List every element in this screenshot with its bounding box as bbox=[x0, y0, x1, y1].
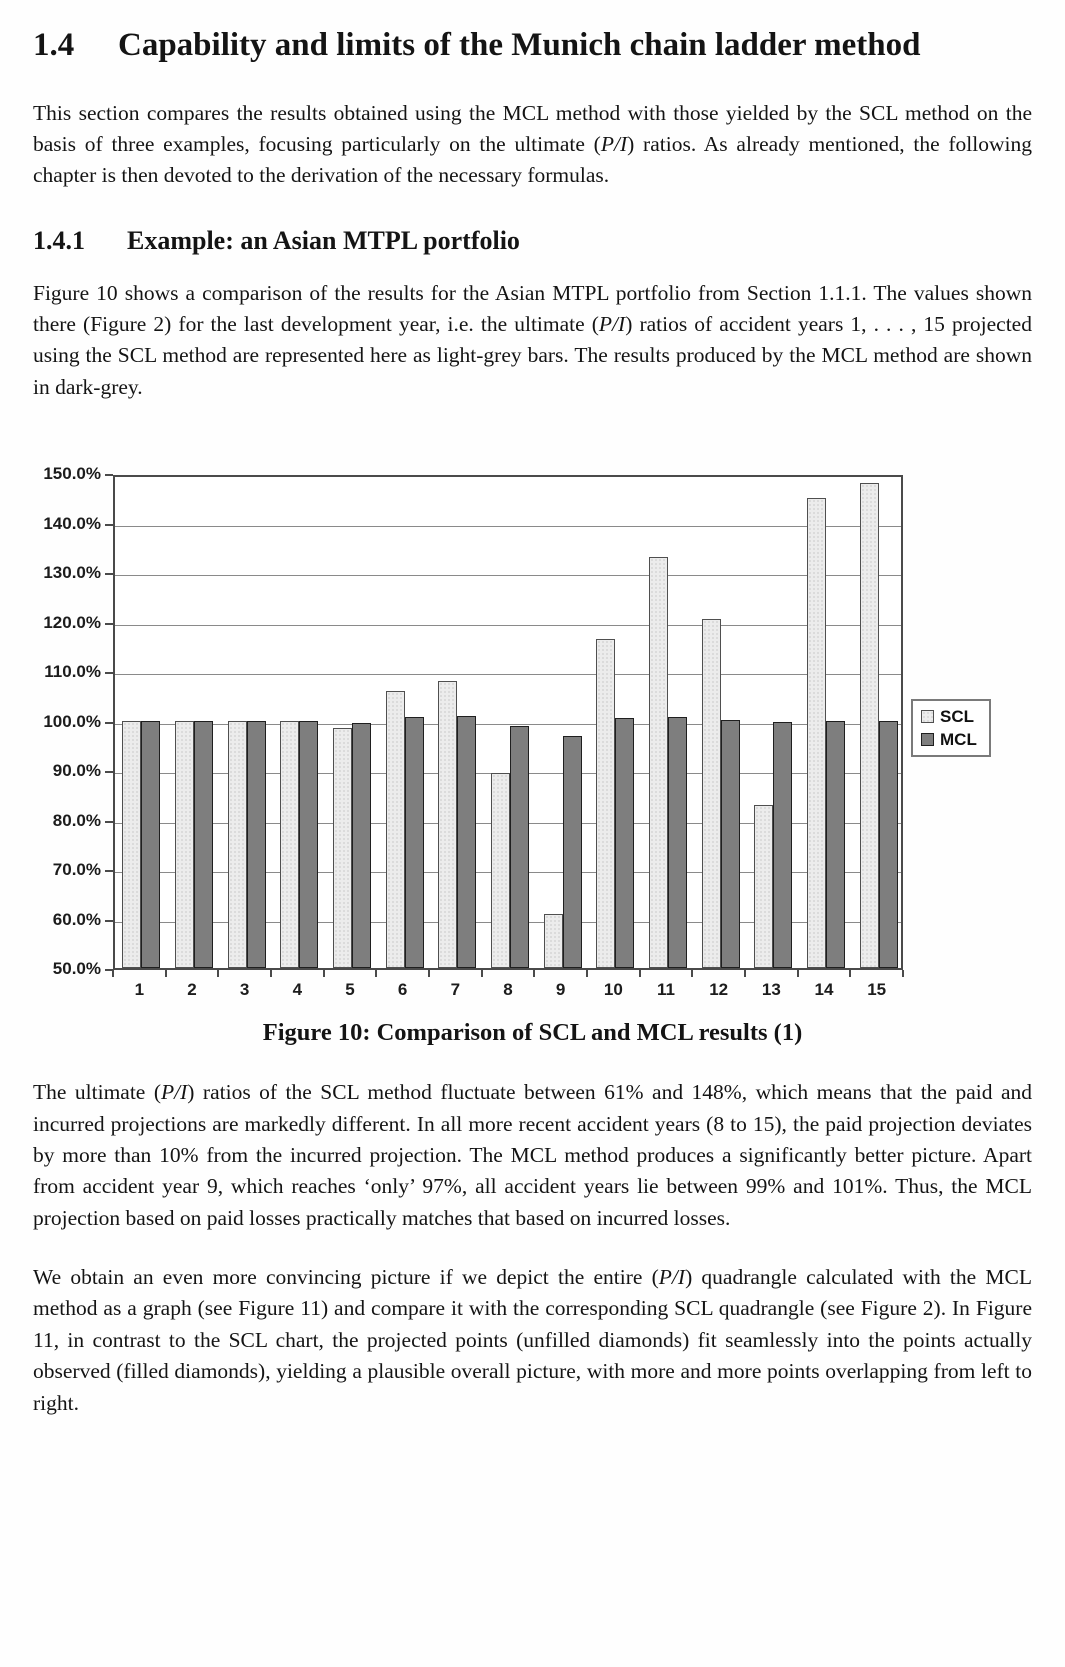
y-axis-tick-label: 70.0% bbox=[52, 860, 101, 880]
x-axis-tick-mark bbox=[165, 970, 167, 977]
x-axis-tick-mark bbox=[533, 970, 535, 977]
gridline bbox=[115, 575, 901, 576]
legend-swatch-mcl-icon bbox=[921, 733, 934, 746]
y-axis-tick-label: 50.0% bbox=[52, 959, 101, 979]
figure-caption: Figure 10: Comparison of SCL and MCL results (1) bbox=[262, 1019, 803, 1047]
math-italic-text: P/I bbox=[600, 131, 628, 156]
x-axis-tick-label: 2 bbox=[187, 980, 197, 1000]
y-axis-tick-mark bbox=[105, 920, 113, 922]
mcl-bar-year-4 bbox=[299, 721, 318, 969]
mcl-bar-year-9 bbox=[563, 736, 582, 969]
x-axis-tick-label: 15 bbox=[867, 980, 887, 1000]
x-axis-tick-mark bbox=[586, 970, 588, 977]
scl-bar-year-2 bbox=[175, 721, 194, 969]
y-axis-tick-mark bbox=[105, 821, 113, 823]
chart-plot-area bbox=[113, 475, 903, 970]
text-run: We obtain an even more convincing picture if we depict the entire ( bbox=[33, 1265, 659, 1290]
x-axis-tick-label: 13 bbox=[761, 980, 781, 1000]
text-run: ) quadrangle calculated with the MCL method as a graph (see Figure 11) and compare it with the corresponding SCL quadrangle (see Figure 2). In Figure 11, in contrast to the SCL chart, the projected points (unfilled diamonds) fit seamlessly into the points actually observed (filled diamonds), yielding a plausible overall picture, with more and more points overlapping from left to right. bbox=[33, 1265, 1033, 1415]
subsection-heading bbox=[33, 226, 1032, 256]
y-axis-tick-mark bbox=[105, 623, 113, 625]
x-axis-tick-mark bbox=[744, 970, 746, 977]
y-axis-tick-label: 90.0% bbox=[52, 761, 101, 781]
scl-bar-year-12 bbox=[702, 619, 721, 968]
mcl-bar-year-3 bbox=[247, 721, 266, 969]
legend-item-scl bbox=[921, 708, 977, 725]
mcl-bar-year-15 bbox=[879, 721, 898, 969]
paragraph-intro bbox=[33, 98, 1032, 192]
y-axis-tick-label: 120.0% bbox=[43, 612, 101, 632]
x-axis-tick-mark bbox=[112, 970, 114, 977]
text-run: Figure 10 shows a comparison of the results for the Asian MTPL portfolio from Section 1.1.1. The values shown there (Figure 2) for the last development year, i.e. the ultimate ( bbox=[33, 280, 1032, 337]
y-axis-tick-label: 130.0% bbox=[43, 563, 101, 583]
scl-bar-year-4 bbox=[280, 721, 299, 969]
section-heading bbox=[33, 24, 1032, 68]
x-axis-tick-mark bbox=[217, 970, 219, 977]
x-axis-tick-mark bbox=[481, 970, 483, 977]
section-title: Capability and limits of the Munich chain ladder method bbox=[118, 27, 921, 63]
scl-bar-year-14 bbox=[807, 498, 826, 968]
text-run: ) ratios of accident years 1, . . . , 15 projected using the SCL method are represented here as light-grey bars. The results produced by the MCL method are shown in dark-grey. bbox=[33, 312, 1032, 399]
scl-bar-year-15 bbox=[860, 483, 879, 968]
y-axis-tick-mark bbox=[105, 573, 113, 575]
gridline bbox=[115, 674, 901, 675]
y-axis-tick-mark bbox=[105, 722, 113, 724]
legend-item-mcl bbox=[921, 731, 977, 748]
scl-bar-year-5 bbox=[333, 728, 352, 968]
scl-bar-year-10 bbox=[596, 639, 615, 968]
x-axis-tick-label: 8 bbox=[503, 980, 513, 1000]
x-axis-tick-label: 12 bbox=[709, 980, 729, 1000]
mcl-bar-year-10 bbox=[615, 718, 634, 968]
mcl-bar-year-6 bbox=[405, 717, 424, 968]
subsection-title: Example: an Asian MTPL portfolio bbox=[127, 225, 520, 255]
x-axis-tick-label: 4 bbox=[292, 980, 303, 1000]
gridline bbox=[115, 625, 901, 626]
scl-bar-year-7 bbox=[438, 681, 457, 968]
y-axis-tick-label: 110.0% bbox=[44, 662, 101, 682]
x-axis-tick-label: 3 bbox=[239, 980, 250, 1000]
x-axis-tick-label: 5 bbox=[345, 980, 355, 1000]
y-axis-tick-label: 60.0% bbox=[52, 909, 101, 929]
scl-bar-year-1 bbox=[122, 721, 141, 969]
figure-10 bbox=[33, 431, 1032, 1047]
x-axis-tick-mark bbox=[797, 970, 799, 977]
chart-legend bbox=[911, 699, 991, 757]
paragraph-figure-description bbox=[33, 278, 1032, 404]
scl-bar-year-13 bbox=[754, 805, 773, 968]
legend-swatch-scl-icon bbox=[921, 710, 934, 723]
y-axis-tick-mark bbox=[105, 474, 113, 476]
y-axis-tick-mark bbox=[105, 672, 113, 674]
scl-bar-year-11 bbox=[649, 557, 668, 968]
mcl-bar-year-8 bbox=[510, 726, 529, 969]
gridline bbox=[115, 526, 901, 527]
y-axis-tick-label: 140.0% bbox=[43, 513, 101, 533]
legend-label-mcl: MCL bbox=[940, 730, 977, 750]
math-italic-text: P/I bbox=[161, 1080, 188, 1105]
mcl-bar-year-12 bbox=[721, 720, 740, 968]
text-run: ) ratios. As already mentioned, the following chapter is then devoted to the derivation of the necessary formulas. bbox=[33, 131, 1032, 188]
x-axis-tick-label: 1 bbox=[134, 980, 145, 1000]
x-axis-tick-mark bbox=[428, 970, 430, 977]
scl-bar-year-9 bbox=[544, 914, 563, 968]
x-axis-tick-mark bbox=[323, 970, 325, 977]
y-axis-tick-mark bbox=[105, 524, 113, 526]
x-axis-tick-label: 9 bbox=[555, 980, 566, 1000]
mcl-bar-year-1 bbox=[141, 721, 160, 969]
math-italic-text: P/I bbox=[598, 312, 626, 337]
scl-bar-year-3 bbox=[228, 721, 247, 969]
x-axis-tick-mark bbox=[902, 970, 904, 977]
text-run: This section compares the results obtained using the MCL method with those yielded by the SCL method on the basis of three examples, focusing particularly on the ultimate ( bbox=[33, 100, 1032, 156]
legend-label-scl: SCL bbox=[940, 707, 974, 727]
paragraph-quadrangle-discussion bbox=[33, 1262, 1032, 1419]
x-axis-tick-mark bbox=[849, 970, 851, 977]
y-axis-tick-label: 100.0% bbox=[43, 711, 101, 731]
mcl-bar-year-2 bbox=[194, 721, 213, 969]
x-axis-tick-mark bbox=[375, 970, 377, 977]
y-axis-tick-label: 150.0% bbox=[43, 464, 101, 484]
scl-bar-year-6 bbox=[386, 691, 405, 968]
subsection-number: 1.4.1 bbox=[33, 225, 85, 255]
x-axis-tick-label: 7 bbox=[450, 980, 461, 1000]
paragraph-results-discussion bbox=[33, 1077, 1032, 1234]
figure-chart bbox=[33, 431, 1032, 1003]
x-axis-tick-label: 6 bbox=[397, 980, 408, 1000]
mcl-bar-year-5 bbox=[352, 723, 371, 968]
mcl-bar-year-14 bbox=[826, 721, 845, 969]
y-axis-tick-label: 80.0% bbox=[52, 810, 101, 830]
x-axis-tick-label: 14 bbox=[814, 980, 834, 1000]
x-axis-tick-label: 11 bbox=[657, 980, 675, 1000]
mcl-bar-year-7 bbox=[457, 716, 476, 968]
x-axis-tick-label: 10 bbox=[603, 980, 623, 1000]
section-number: 1.4 bbox=[33, 27, 75, 63]
mcl-bar-year-13 bbox=[773, 722, 792, 969]
math-italic-text: P/I bbox=[658, 1265, 686, 1290]
x-axis-tick-mark bbox=[639, 970, 641, 977]
scl-bar-year-8 bbox=[491, 773, 510, 969]
y-axis-tick-mark bbox=[105, 870, 113, 872]
x-axis-tick-mark bbox=[270, 970, 272, 977]
y-axis-tick-mark bbox=[105, 771, 113, 773]
mcl-bar-year-11 bbox=[668, 717, 687, 968]
text-run: ) ratios of the SCL method fluctuate between 61% and 148%, which means that the paid and incurred projections are markedly different. In all more recent accident years (8 to 15), the paid projection deviates by more than 10% from the incurred projection. The MCL method produces a significantly better picture. Apart from accident year 9, which reaches ‘only’ 97%, all accident years lie between 99% and 101%. Thus, the MCL projection based on paid losses practically matches that based on incurred losses. bbox=[33, 1080, 1032, 1230]
x-axis-tick-mark bbox=[691, 970, 693, 977]
text-run: The ultimate ( bbox=[33, 1080, 161, 1105]
